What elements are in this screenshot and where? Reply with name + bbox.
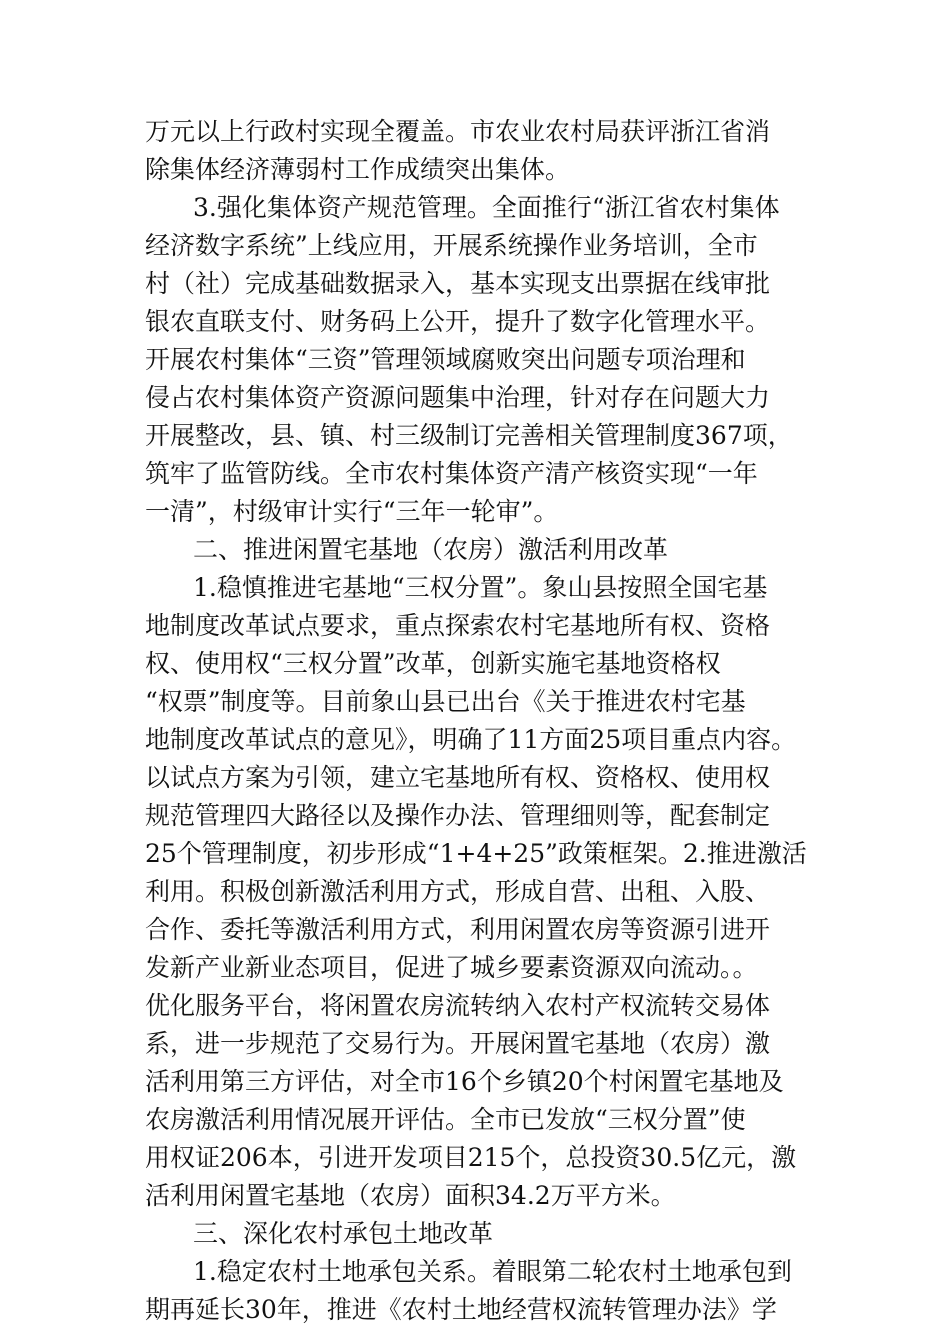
body-text-line: 筑牢了监管防线。全市农村集体资产清产核资实现“一年	[145, 459, 758, 488]
body-text-line: 地制度改革试点要求，重点探索农村宅基地所有权、资格	[145, 611, 771, 640]
body-text-line: 3.强化集体资产规范管理。全面推行“浙江省农村集体	[193, 193, 780, 222]
body-text-line: 优化服务平台，将闲置农房流转纳入农村产权流转交易体	[145, 991, 771, 1020]
section-heading: 三、深化农村承包土地改革	[193, 1219, 494, 1248]
body-text-line: 用权证206本，引进开发项目215个，总投资30.5亿元，激	[145, 1143, 797, 1172]
body-text-line: 权、使用权“三权分置”改革，创新实施宅基地资格权	[145, 649, 721, 678]
body-text-line: 发新产业新业态项目，促进了城乡要素资源双向流动。。	[145, 953, 758, 982]
body-text-line: 侵占农村集体资产资源问题集中治理，针对存在问题大力	[145, 383, 771, 412]
body-text-line: 农房激活利用情况展开评估。全市已发放“三权分置”使	[145, 1105, 746, 1134]
body-text-line: 地制度改革试点的意见》，明确了11方面25项目重点内容。	[145, 725, 797, 754]
body-text-line: 村（社）完成基础数据录入，基本实现支出票据在线审批	[145, 269, 771, 298]
body-text-line: 25个管理制度，初步形成“1+4+25”政策框架。2.推进激活	[145, 839, 807, 868]
body-text-line: 一清”，村级审计实行“三年一轮审”。	[145, 497, 559, 526]
body-text-line: 万元以上行政村实现全覆盖。市农业农村局获评浙江省消	[145, 117, 771, 146]
body-text-line: 1.稳定农村土地承包关系。着眼第二轮农村土地承包到	[193, 1257, 792, 1286]
body-text-line: 规范管理四大路径以及操作办法、管理细则等，配套制定	[145, 801, 771, 830]
body-text-line: “权票”制度等。目前象山县已出台《关于推进农村宅基	[145, 687, 746, 716]
body-text-line: 1.稳慎推进宅基地“三权分置”。象山县按照全国宅基	[193, 573, 768, 602]
body-text-line: 活利用闲置宅基地（农房）面积34.2万平方米。	[145, 1181, 676, 1210]
body-text-line: 系，进一步规范了交易行为。开展闲置宅基地（农房）激	[145, 1029, 771, 1058]
body-text-line: 活利用第三方评估，对全市16个乡镇20个村闲置宅基地及	[145, 1067, 784, 1096]
body-text-line: 利用。积极创新激活利用方式，形成自营、出租、入股、	[145, 877, 771, 906]
body-text-line: 以试点方案为引领，建立宅基地所有权、资格权、使用权	[145, 763, 771, 792]
body-text-line: 期再延长30年，推进《农村土地经营权流转管理办法》学	[145, 1295, 777, 1324]
body-text-line: 银农直联支付、财务码上公开，提升了数字化管理水平。	[145, 307, 771, 336]
body-text-line: 合作、委托等激活利用方式，利用闲置农房等资源引进开	[145, 915, 771, 944]
section-heading: 二、推进闲置宅基地（农房）激活利用改革	[193, 535, 669, 564]
body-text-line: 开展整改，县、镇、村三级制订完善相关管理制度367项，	[145, 421, 793, 450]
body-text-line: 开展农村集体“三资”管理领域腐败突出问题专项治理和	[145, 345, 746, 374]
body-text-line: 经济数字系统”上线应用，开展系统操作业务培训，全市	[145, 231, 758, 260]
body-text-line: 除集体经济薄弱村工作成绩突出集体。	[145, 155, 571, 184]
